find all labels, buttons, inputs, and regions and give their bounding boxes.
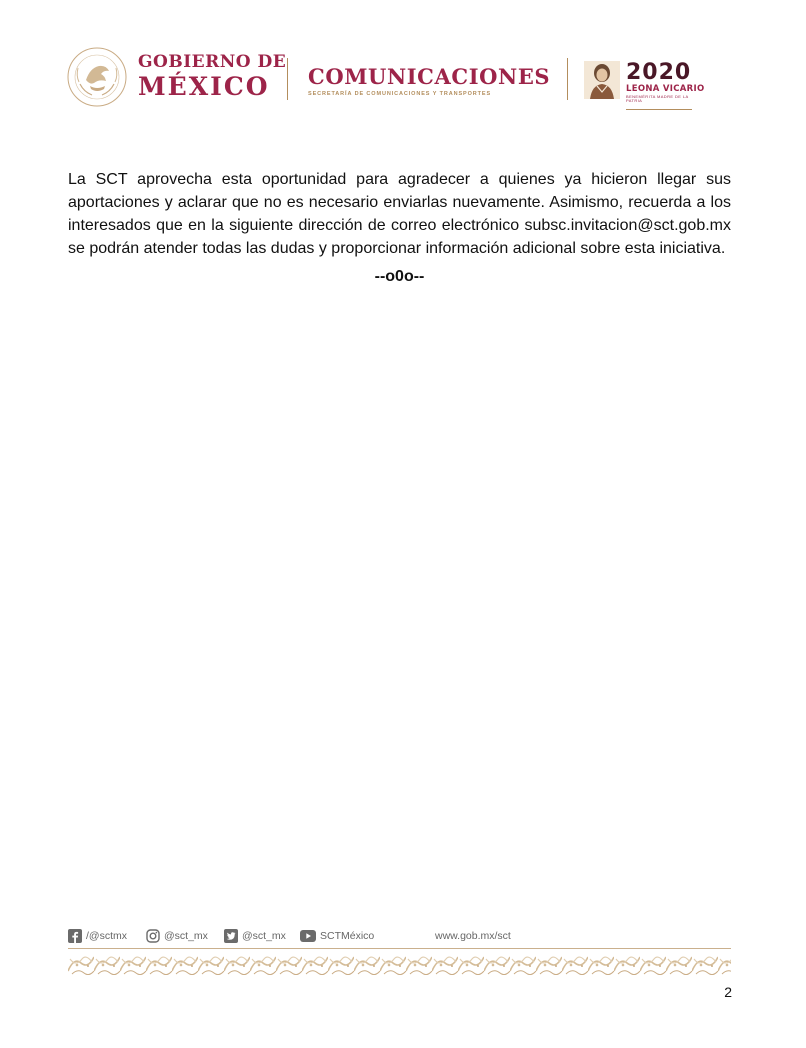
year-rule	[626, 109, 692, 110]
ministry-wordmark	[308, 66, 550, 98]
instagram-icon	[146, 929, 160, 943]
social-facebook	[68, 927, 127, 945]
year-tagline: BENEMÉRITA MADRE DE LA PATRIA	[626, 93, 689, 103]
year-number: 2020	[626, 60, 692, 85]
youtube-icon	[300, 930, 316, 942]
facebook-icon	[68, 929, 82, 943]
year-badge	[626, 62, 706, 110]
government-line1: GOBIERNO DE	[138, 52, 287, 72]
social-instagram	[146, 927, 208, 945]
instagram-handle: @sct_mx	[164, 930, 208, 942]
decorative-border-pattern	[68, 953, 731, 975]
document-body	[68, 168, 731, 288]
paragraph-text-part2: se podrán atender todas las dudas y proporcionar información adicional sobre esta iniciativa.	[68, 240, 726, 257]
footer-divider	[68, 948, 731, 949]
social-twitter	[224, 927, 286, 945]
facebook-handle: /@sctmx	[86, 930, 127, 942]
website-link[interactable]	[435, 927, 511, 945]
year-name: LEONA VICARIO	[626, 84, 705, 94]
website-url[interactable]: www.gob.mx/sct	[435, 930, 511, 942]
twitter-handle: @sct_mx	[242, 930, 286, 942]
header-divider	[287, 58, 288, 100]
social-youtube	[300, 927, 374, 945]
ministry-subtitle: SECRETARÍA DE COMUNICACIONES Y TRANSPORTES	[308, 91, 492, 97]
page-number: 2	[724, 984, 732, 1000]
header-divider	[567, 58, 568, 100]
twitter-icon	[224, 929, 238, 943]
closing-mark: --o0o--	[374, 268, 425, 285]
youtube-handle: SCTMéxico	[320, 930, 375, 942]
contact-email: subsc.invitacion@sct.gob.mx	[524, 217, 731, 234]
government-line2: MÉXICO	[138, 72, 270, 101]
footer-social-bar	[68, 927, 731, 945]
leona-vicario-portrait-icon	[584, 61, 620, 99]
paragraph-text-part1: La SCT aprovecha esta oportunidad para agradecer a quienes ya hicieron llegar sus aportaciones y aclarar que no es necesario enviarlas nuevamente. Asimismo, recuerda a los interesados que en la siguiente dirección de correo electrónico	[68, 171, 731, 234]
national-seal-logo	[66, 46, 128, 108]
ministry-title: COMUNICACIONES	[308, 64, 551, 89]
page-header	[66, 44, 706, 110]
body-paragraph	[68, 168, 731, 260]
government-wordmark	[138, 54, 286, 99]
